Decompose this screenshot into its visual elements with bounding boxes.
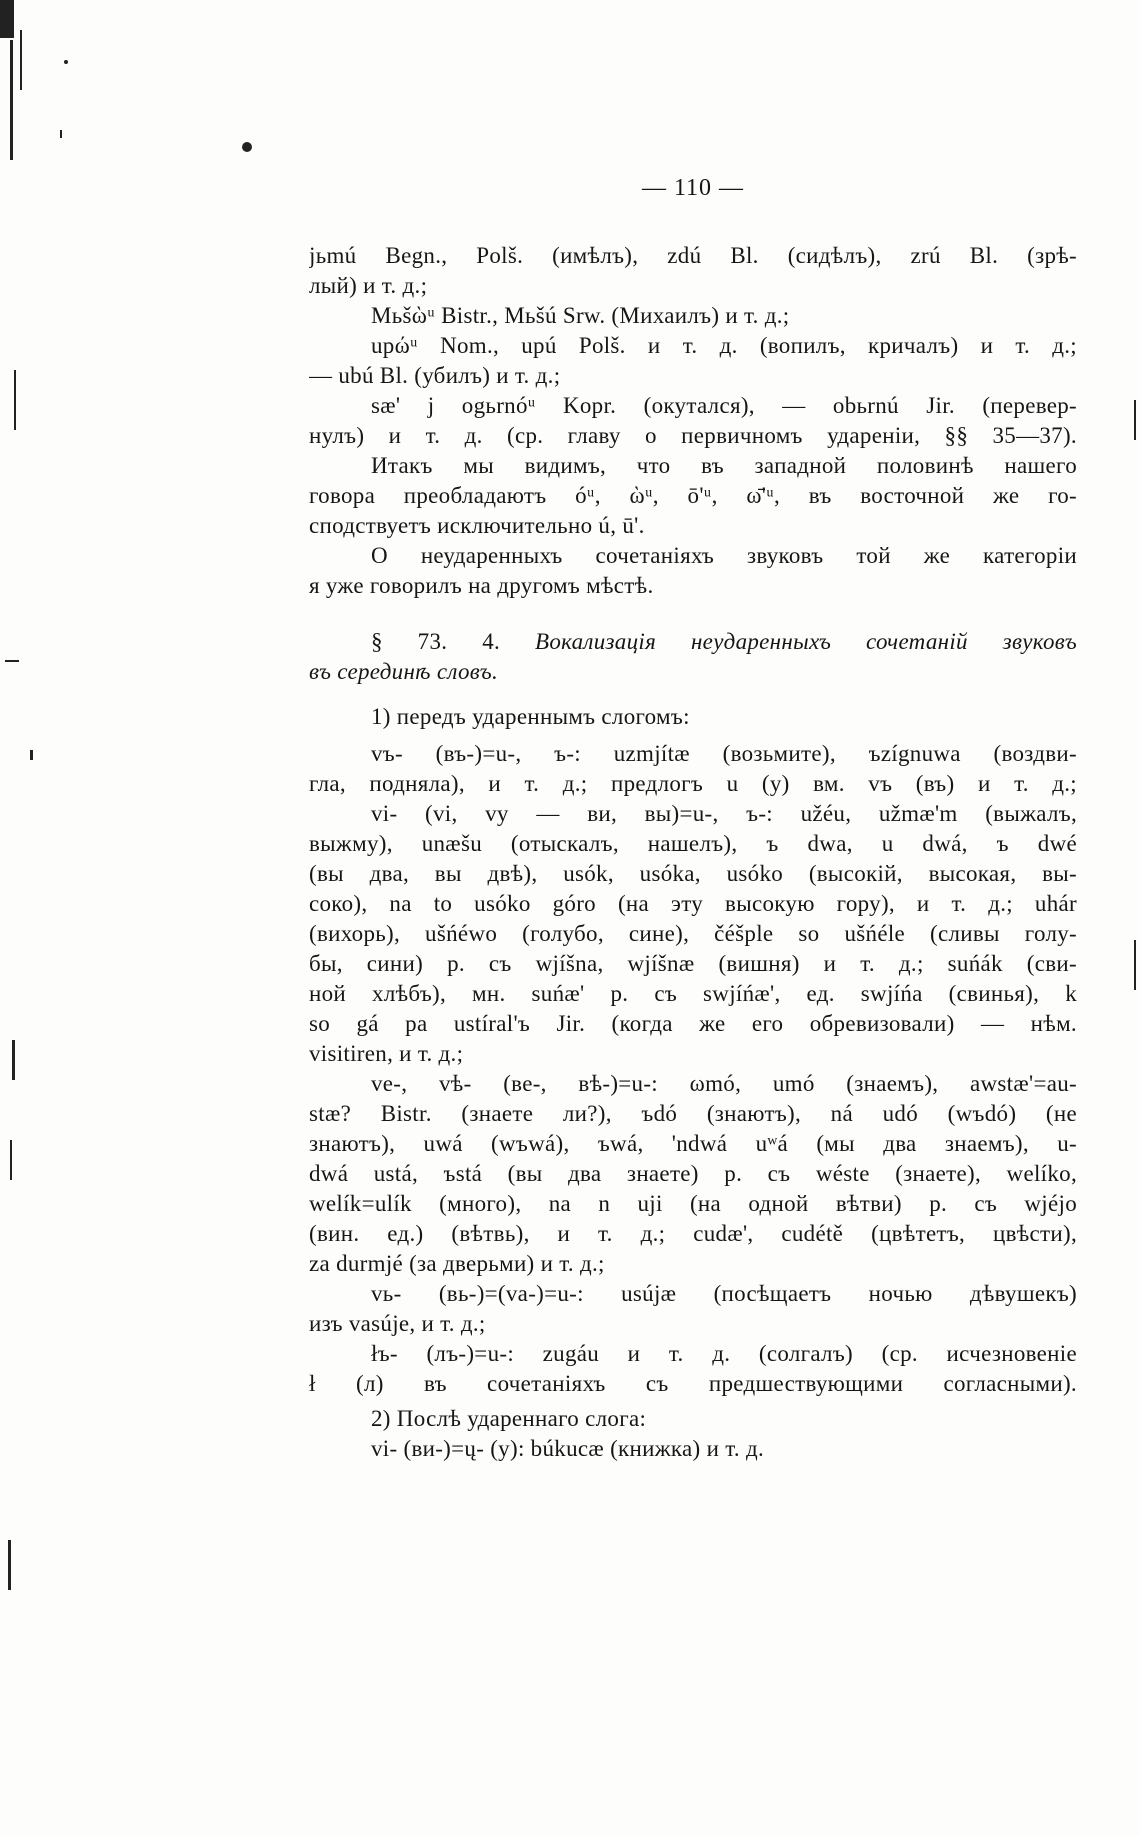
text-line: соко), na to usóko góro (на эту высокую гору), и т. д.; uhár	[309, 891, 1077, 916]
scan-mark	[20, 30, 22, 90]
text-line: 1) передъ удареннымъ слогомъ:	[371, 704, 690, 729]
text-line: sæ' j ogьrnóᵘ Kopr. (окутался), — obьrnú Jir. (перевер-	[371, 393, 1077, 418]
text-line: гла, подняла), и т. д.; предлогъ u (у) вм. vъ (въ) и т. д.;	[309, 771, 1077, 796]
text-line: welík=ulík (много), na n uji (на одной вѣтви) р. съ wjéjo	[309, 1191, 1077, 1216]
scan-mark	[1134, 940, 1136, 990]
text-line: ł (л) въ сочетаніяхъ съ предшествующими согласными).	[309, 1371, 1077, 1396]
text-line: (вы два, вы двѣ), usók, usóka, usóko (высокій, высокая, вы-	[309, 861, 1077, 886]
text-line: dwá ustá, ъstá (вы два знаете) р. съ wéste (знаете), welíko,	[309, 1161, 1077, 1186]
section-heading	[309, 627, 1077, 687]
text-line: (вин. ед.) (вѣтвь), и т. д.; cudæ', cudétě (цвѣтетъ, цвѣсти),	[309, 1221, 1077, 1246]
text-line: говора преобладаютъ óᵘ, ὼᵘ, ō'ᵘ, ω̄'ᵘ, въ восточной же го-	[309, 483, 1077, 508]
text-line: О неударенныхъ сочетаніяхъ звуковъ той же категоріи	[371, 543, 1077, 568]
text-line: vъ- (въ-)=u-, ъ-: uzmjítæ (возьмите), ъzígnuwa (воздви-	[371, 741, 1077, 766]
text-line: лый) и т. д.;	[309, 273, 428, 298]
text-line: изъ vasúje, и т. д.;	[309, 1311, 486, 1336]
text-line: jьmú Begn., Polš. (имѣлъ), zdú Bl. (сидѣлъ), zrú Bl. (зрѣ-	[309, 243, 1077, 268]
section-heading-line	[309, 627, 1077, 657]
section-number: § 73. 4.	[371, 629, 501, 654]
text-line: visitiren, и т. д.;	[309, 1041, 464, 1066]
text-line: — ubú Bl. (убилъ) и т. д.;	[309, 363, 561, 388]
text-line: za durmjé (за дверьми) и т. д.;	[309, 1251, 605, 1276]
text-line: stæ? Bistr. (знаете ли?), ъdó (знаютъ), ná udó (wъdó) (не	[309, 1101, 1077, 1126]
text-line: so gá pa ustíral'ъ Jir. (когда же его обревизовали) — нѣм.	[309, 1011, 1077, 1036]
text-line: я уже говорилъ на другомъ мѣстѣ.	[309, 573, 654, 598]
text-line: (вихорь), ušńéwo (голубо, сине), čéšple so ušńéle (сливы голу-	[309, 921, 1077, 946]
text-line: ve-, vѣ- (ве-, вѣ-)=u-: ωmó, umó (знаемъ), awstæ'=au-	[371, 1071, 1077, 1096]
text-line: нулъ) и т. д. (ср. главу о первичномъ удареніи, §§ 35—37).	[309, 423, 1077, 448]
text-line: Mьšὼᵘ Bistr., Mьšú Srw. (Михаилъ) и т. д.;	[371, 303, 790, 328]
text-line: vь- (вь-)=(va-)=u-: usújæ (посѣщаетъ ночью дѣвушекъ)	[371, 1281, 1077, 1306]
text-line: vi- (ви-)=ų- (y): búkucæ (книжка) и т. д.	[371, 1436, 765, 1461]
scan-mark	[242, 142, 252, 152]
scan-mark	[12, 1040, 15, 1080]
text-line: выжму), unæšu (отыскалъ, нашелъ), ъ dwa, u dwá, ъ dwé	[309, 831, 1077, 856]
text-line: łъ- (лъ-)=u-: zugáu и т. д. (солгалъ) (ср. исчезновеніе	[371, 1341, 1077, 1366]
section-title-continued: въ серединѣ словъ.	[309, 659, 499, 684]
opening-text	[309, 241, 1077, 601]
text-line: знаютъ), uwá (wъwá), ъwá, 'ndwá uʷá (мы два знаемъ), u-	[309, 1131, 1077, 1156]
text-line: Итакъ мы видимъ, что въ западной половинѣ нашего	[371, 453, 1077, 478]
scan-mark	[30, 750, 33, 760]
text-line: 2) Послѣ удареннаго слога:	[371, 1406, 647, 1431]
page-number: — 110 —	[641, 175, 745, 201]
scan-mark	[5, 660, 19, 662]
scan-mark	[1134, 400, 1136, 440]
scan-mark	[10, 40, 13, 160]
text-line: upώᵘ Nom., upú Polš. и т. д. (вопилъ, кричалъ) и т. д.;	[371, 333, 1077, 358]
scan-mark	[64, 60, 68, 64]
scan-mark	[14, 370, 16, 430]
text-line: бы, сини) р. съ wjíšna, wjíšnæ (вишня) и т. д.; suńák (сви-	[309, 951, 1077, 976]
text-line: сподствуетъ исключительно ú, ū'.	[309, 513, 645, 538]
scan-mark	[0, 0, 14, 38]
text-line: ной хлѣбъ), мн. suńæ' р. съ swjíńæ', ед. swjíńa (свинья), k	[309, 981, 1077, 1006]
section-title: Вокализація неударенныхъ сочетаній звуковъ	[534, 629, 1077, 654]
text-line: vi- (vi, vy — ви, вы)=u-, ъ-: užéu, užmæ'm (выжалъ,	[371, 801, 1077, 826]
body-text	[309, 702, 1077, 1464]
scan-mark	[60, 130, 62, 138]
scan-mark	[10, 1140, 12, 1180]
scan-mark	[8, 1540, 11, 1590]
